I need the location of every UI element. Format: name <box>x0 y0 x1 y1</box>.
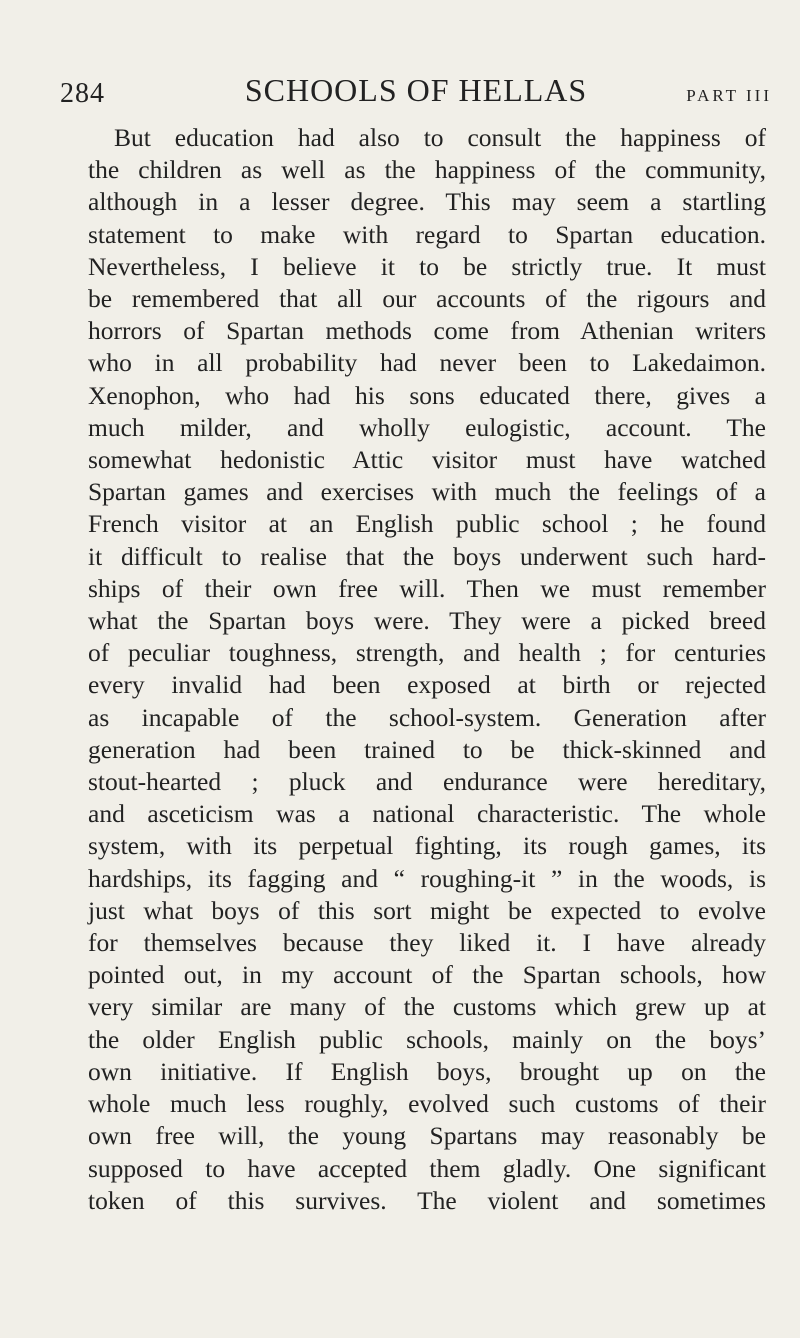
part-label: PART III <box>686 86 772 105</box>
text-line: it difficult to realise that the boys underwent such hard- <box>88 541 766 571</box>
text-line: very similar are many of the customs which grew up at <box>88 992 766 1022</box>
text-line: supposed to have accepted them gladly. One significant <box>88 1153 766 1183</box>
running-head <box>60 72 772 112</box>
text-line: system, with its perpetual fighting, its rough games, its <box>88 831 766 861</box>
text-line: Spartan games and exercises with much the feelings of a <box>88 477 766 507</box>
text-line: every invalid had been exposed at birth or rejected <box>88 670 766 700</box>
text-line: Nevertheless, I believe it to be strictly true. It must <box>88 251 766 281</box>
text-line: But education had also to consult the happiness of <box>114 123 766 152</box>
text-line: the children as well as the happiness of the community, <box>88 155 766 185</box>
text-line: token of this survives. The violent and sometimes <box>88 1185 766 1215</box>
text-line: somewhat hedonistic Attic visitor must have watched <box>88 445 766 475</box>
text-line: generation had been trained to be thick-skinned and <box>88 734 766 764</box>
page-number: 284 <box>60 78 105 109</box>
text-line: of peculiar toughness, strength, and health ; for centuries <box>88 638 766 668</box>
text-line: own free will, the young Spartans may reasonably be <box>88 1121 766 1151</box>
text-line: although in a lesser degree. This may seem a startling <box>88 187 766 217</box>
text-line: much milder, and wholly eulogistic, account. The <box>88 412 766 442</box>
text-line: French visitor at an English public school ; he found <box>88 509 766 539</box>
text-line: for themselves because they liked it. I have already <box>88 928 766 958</box>
text-line: what the Spartan boys were. They were a picked breed <box>88 606 766 636</box>
text-line: whole much less roughly, evolved such customs of their <box>88 1089 766 1119</box>
text-line: statement to make with regard to Spartan education. <box>88 219 766 249</box>
text-line: own initiative. If English boys, brought up on the <box>88 1056 766 1086</box>
text-line: as incapable of the school-system. Generation after <box>88 702 766 732</box>
text-line: just what boys of this sort might be expected to evolve <box>88 895 766 925</box>
text-line: hardships, its fagging and “ roughing-it ” in the woods, is <box>88 863 766 893</box>
text-line: the older English public schools, mainly on the boys’ <box>88 1024 766 1054</box>
text-line: stout-hearted ; pluck and endurance were hereditary, <box>88 767 766 797</box>
text-line: who in all probability had never been to Lakedaimon. <box>88 348 766 378</box>
text-line: be remembered that all our accounts of the rigours and <box>88 284 766 314</box>
book-title: SCHOOLS OF HELLAS <box>244 72 588 108</box>
text-line: pointed out, in my account of the Spartan schools, how <box>88 960 766 990</box>
text-line: horrors of Spartan methods come from Athenian writers <box>88 316 766 346</box>
body-paragraph <box>88 122 766 1217</box>
text-line: and asceticism was a national characteristic. The whole <box>88 799 766 829</box>
text-line: ships of their own free will. Then we must remember <box>88 573 766 603</box>
text-line: Xenophon, who had his sons educated there, gives a <box>88 380 766 410</box>
